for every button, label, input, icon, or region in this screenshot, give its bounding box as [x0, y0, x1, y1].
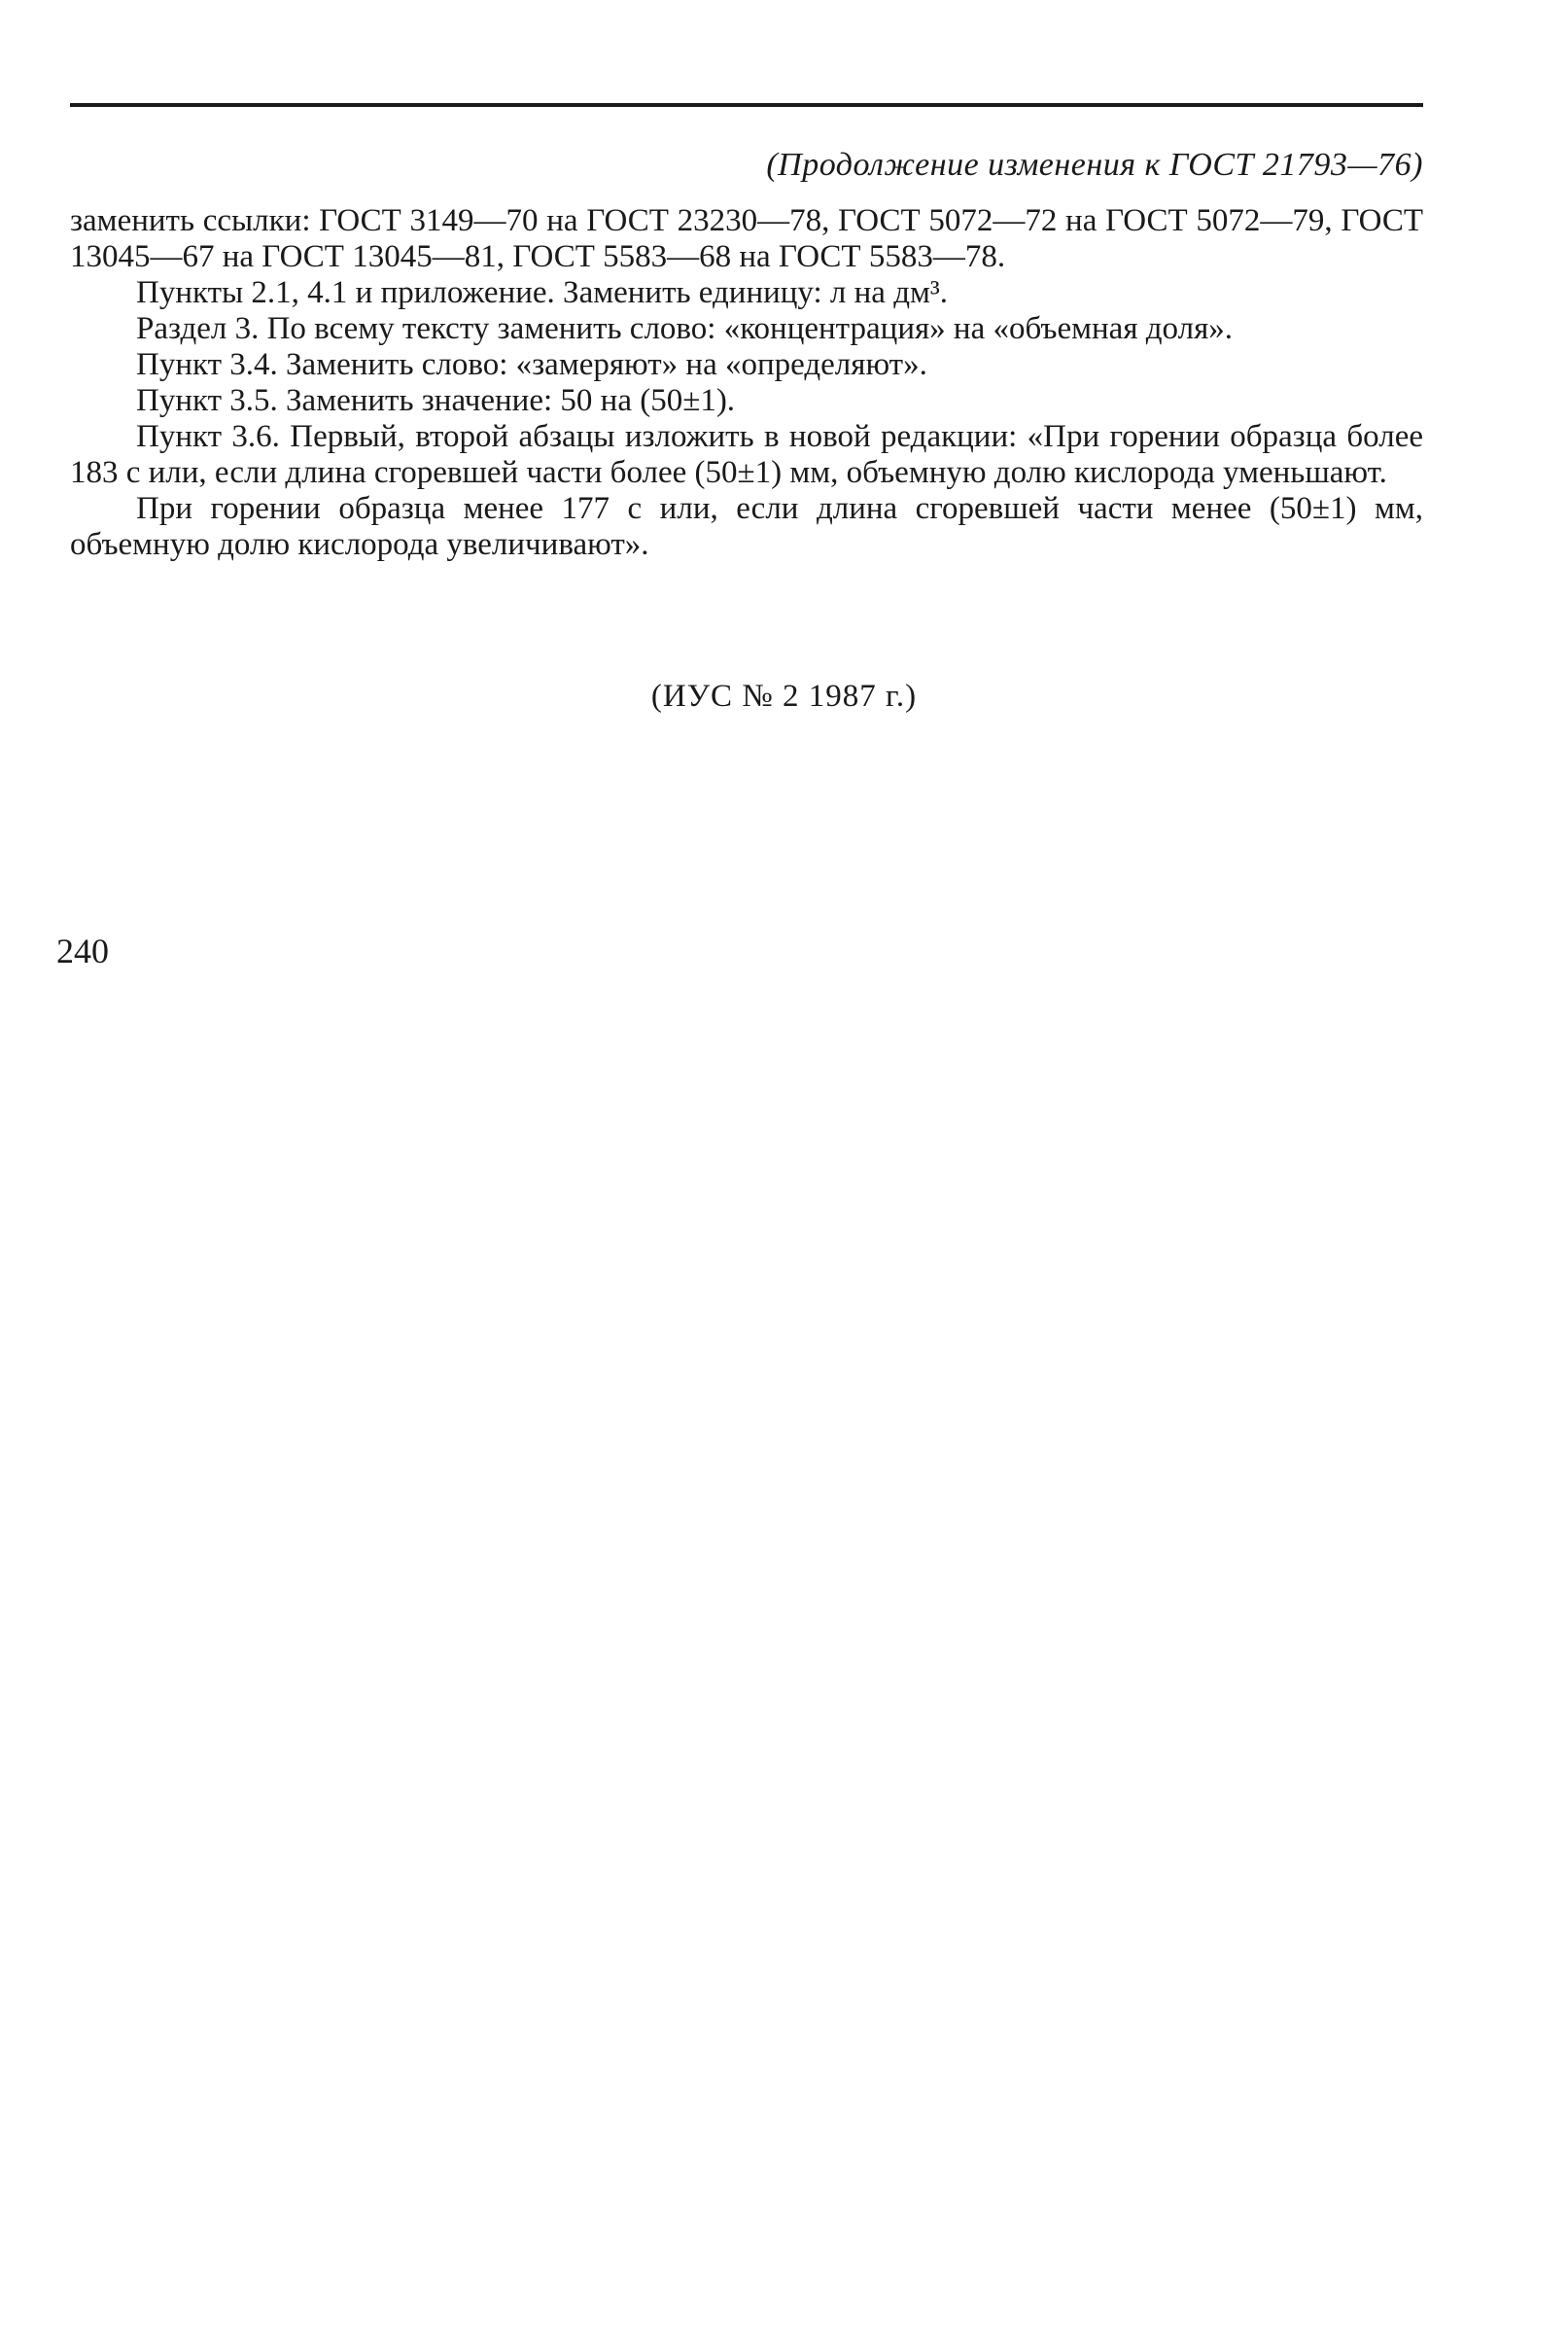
paragraph-references: заменить ссылки: ГОСТ 3149—70 на ГОСТ 23230—78, ГОСТ 5072—72 на ГОСТ 5072—79, ГОСТ 13045—67 на ГОСТ 13045—81, ГОСТ 5583—68 на ГОСТ 5583—78. [70, 203, 1423, 274]
running-head: (Продолжение изменения к ГОСТ 21793—76) [766, 147, 1423, 183]
paragraph-item-3-4: Пункт 3.4. Заменить слово: «замеряют» на «определяют». [136, 347, 927, 382]
paragraph-item-3-6-second: При горении образца менее 177 с или, если длина сгоревшей части менее (50±1) мм, объемную долю кислорода увеличивают». [70, 491, 1423, 562]
page-number: 240 [56, 932, 109, 970]
paragraph-item-3-5: Пункт 3.5. Заменить значение: 50 на (50±1). [136, 383, 736, 418]
paragraph-section-3: Раздел 3. По всему тексту заменить слово: «концентрация» на «объемная доля». [136, 311, 1234, 346]
top-rule [70, 103, 1423, 107]
issue-reference: (ИУС № 2 1987 г.) [650, 679, 918, 714]
paragraph-units: Пункты 2.1, 4.1 и приложение. Заменить единицу: л на дм³. [136, 275, 949, 310]
body-text [70, 203, 1423, 563]
paragraph-item-3-6: Пункт 3.6. Первый, второй абзацы изложить в новой редакции: «При горении образца более 183 с или, если длина сгоревшей части более (50±1) мм, объемную долю кислорода уменьшают. [70, 419, 1423, 490]
